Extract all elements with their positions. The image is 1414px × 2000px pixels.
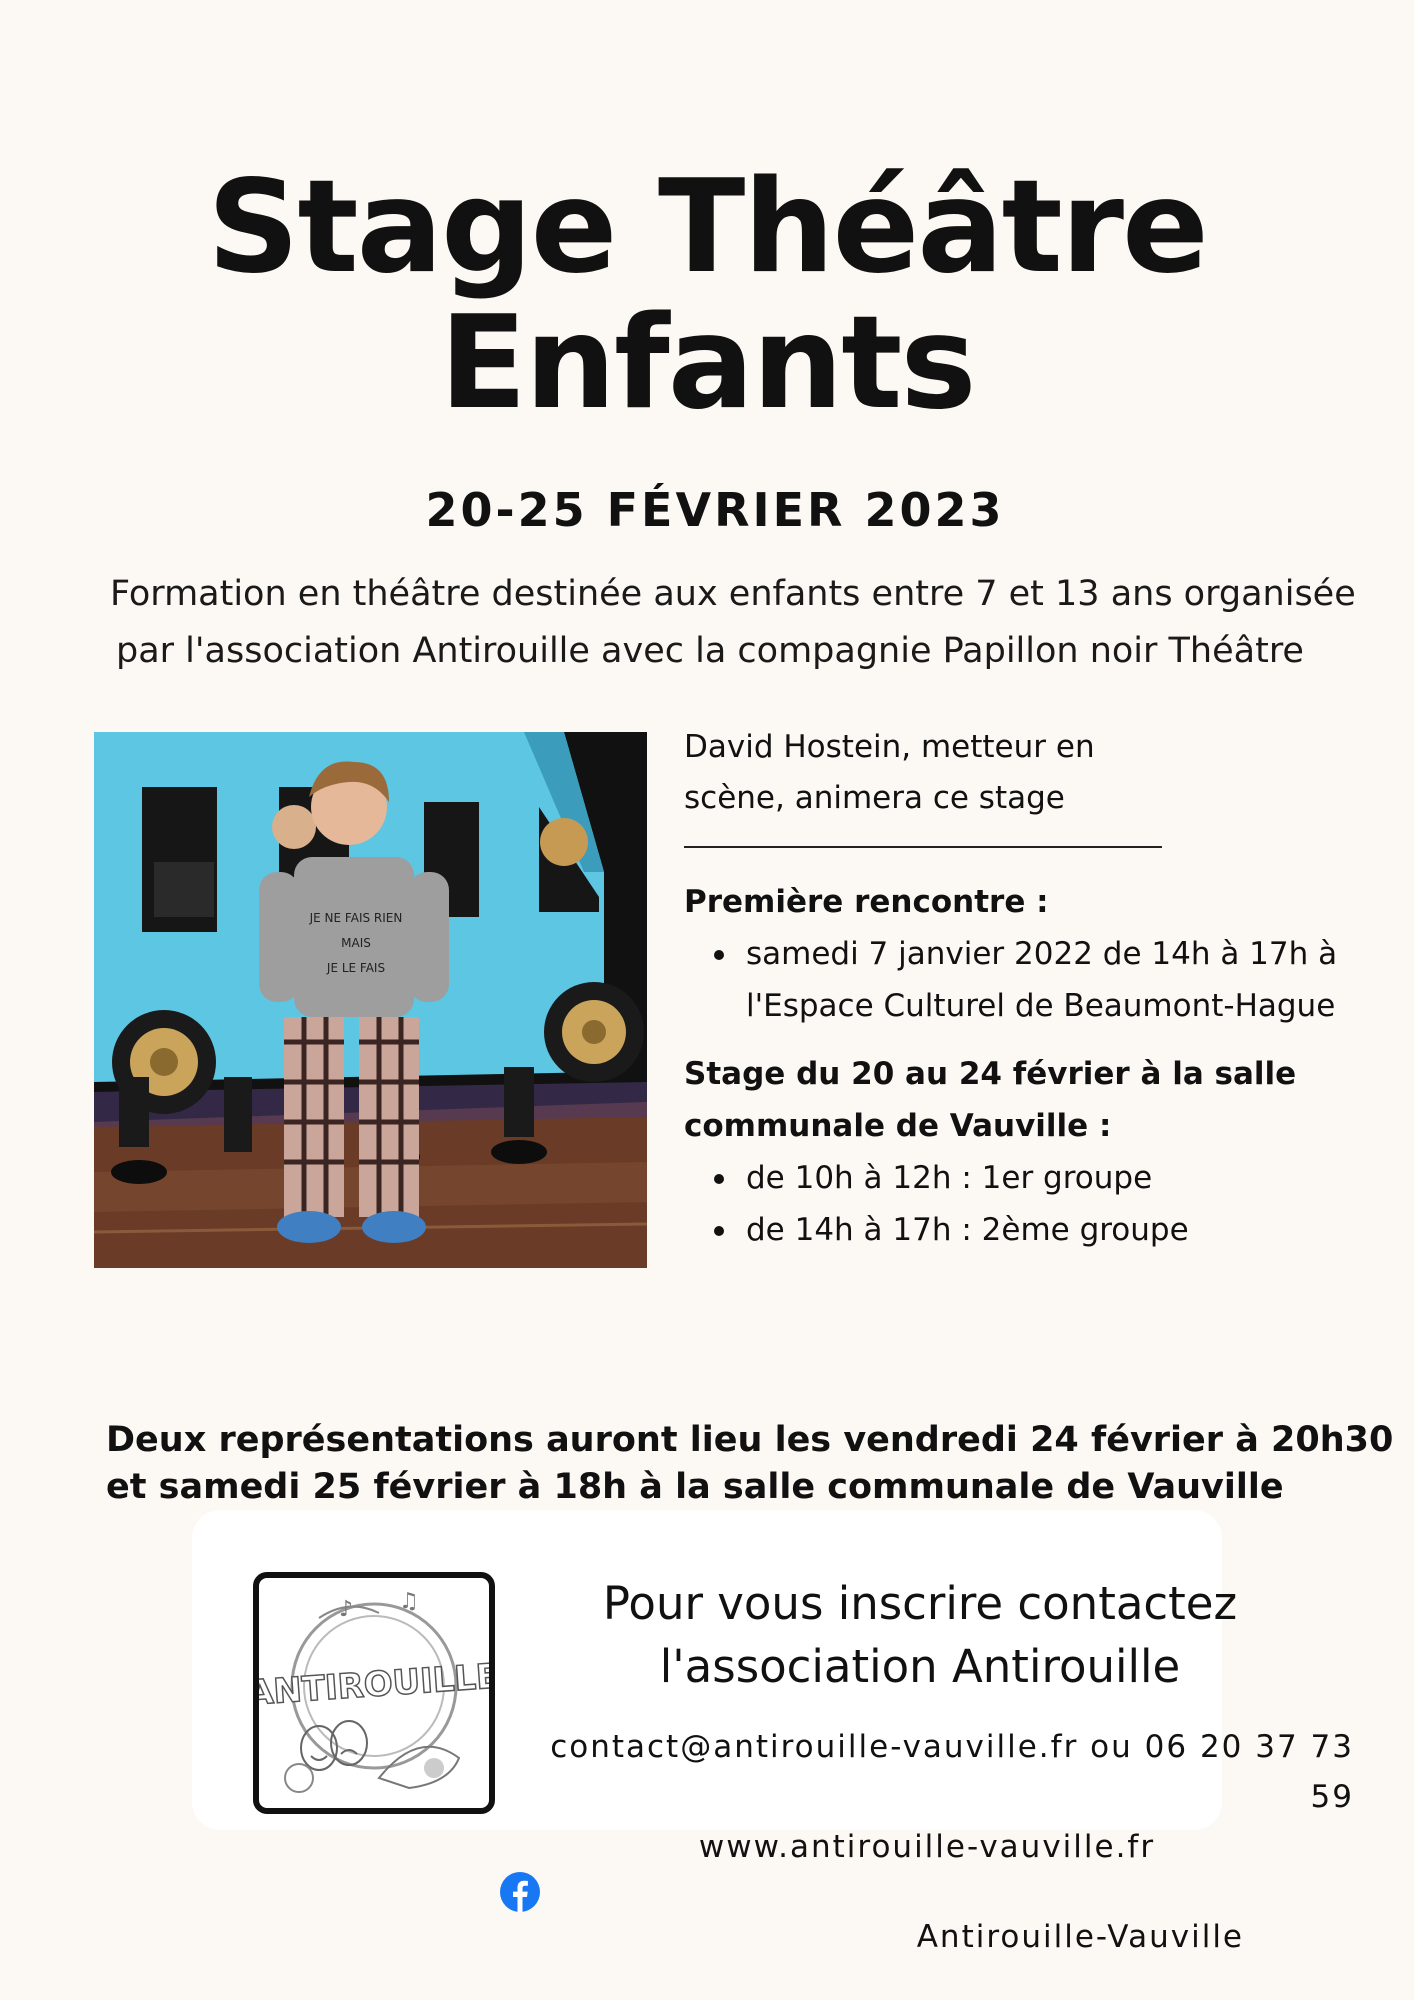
performances-line-1: Deux représentations auront lieu les vendredi 24 février à 20h30 xyxy=(106,1420,1394,1460)
cta-line-2: l'association Antirouille xyxy=(659,1640,1181,1693)
svg-text:JE NE FAIS RIEN: JE NE FAIS RIEN xyxy=(309,911,403,925)
stage-schedule-list xyxy=(684,1152,1374,1256)
svg-text:♪: ♪ xyxy=(339,1597,354,1622)
performances-note xyxy=(106,1417,1406,1511)
details-column xyxy=(684,722,1374,1256)
contact-details xyxy=(500,1722,1400,1962)
intro-line-2: par l'association Antirouille avec la compagnie Papillon noir Théâtre xyxy=(116,631,1304,671)
facebook-link[interactable] xyxy=(500,1872,1354,1962)
facebook-icon xyxy=(500,1872,540,1912)
antirouille-logo xyxy=(253,1572,495,1814)
svg-text:♫: ♫ xyxy=(399,1589,419,1614)
stage-heading: Stage du 20 au 24 février à la salle communale de Vauville : xyxy=(684,1056,1297,1144)
list-item: de 14h à 17h : 2ème groupe xyxy=(746,1204,1374,1256)
performances-line-2: et samedi 25 février à 18h à la salle communale de Vauville xyxy=(106,1467,1284,1507)
svg-text:MAIS: MAIS xyxy=(341,936,371,950)
cta-line-1: Pour vous inscrire contactez xyxy=(602,1577,1238,1630)
title-line-2: Enfants xyxy=(439,289,975,438)
intro-line-1: Formation en théâtre destinée aux enfants entre 7 et 13 ans organisée xyxy=(110,574,1356,614)
list-item: de 10h à 12h : 1er groupe xyxy=(746,1152,1374,1204)
stage-photo xyxy=(94,732,647,1268)
event-dates: 20-25 FÉVRIER 2023 xyxy=(425,483,1005,537)
intro-text xyxy=(110,566,1370,680)
svg-text:JE LE FAIS: JE LE FAIS xyxy=(326,961,386,975)
first-meeting-heading: Première rencontre : xyxy=(684,884,1049,920)
director-note: David Hostein, metteur en scène, animera ce stage xyxy=(684,729,1095,816)
facebook-label: Antirouille-Vauville xyxy=(916,1919,1244,1955)
email-phone[interactable]: contact@antirouille-vauville.fr ou 06 20 37 73 59 xyxy=(550,1729,1354,1815)
divider xyxy=(684,846,1162,848)
website-link[interactable]: www.antirouille-vauville.fr xyxy=(698,1829,1156,1865)
first-meeting-list xyxy=(684,928,1374,1032)
title-line-1: Stage Théâtre xyxy=(207,153,1207,302)
poster-title xyxy=(0,153,1414,438)
logo-wordmark: ANTIROUILLE xyxy=(259,1656,489,1714)
signup-call-to-action xyxy=(560,1572,1280,1698)
list-item: samedi 7 janvier 2022 de 14h à 17h à l'Espace Culturel de Beaumont-Hague xyxy=(746,928,1374,1032)
